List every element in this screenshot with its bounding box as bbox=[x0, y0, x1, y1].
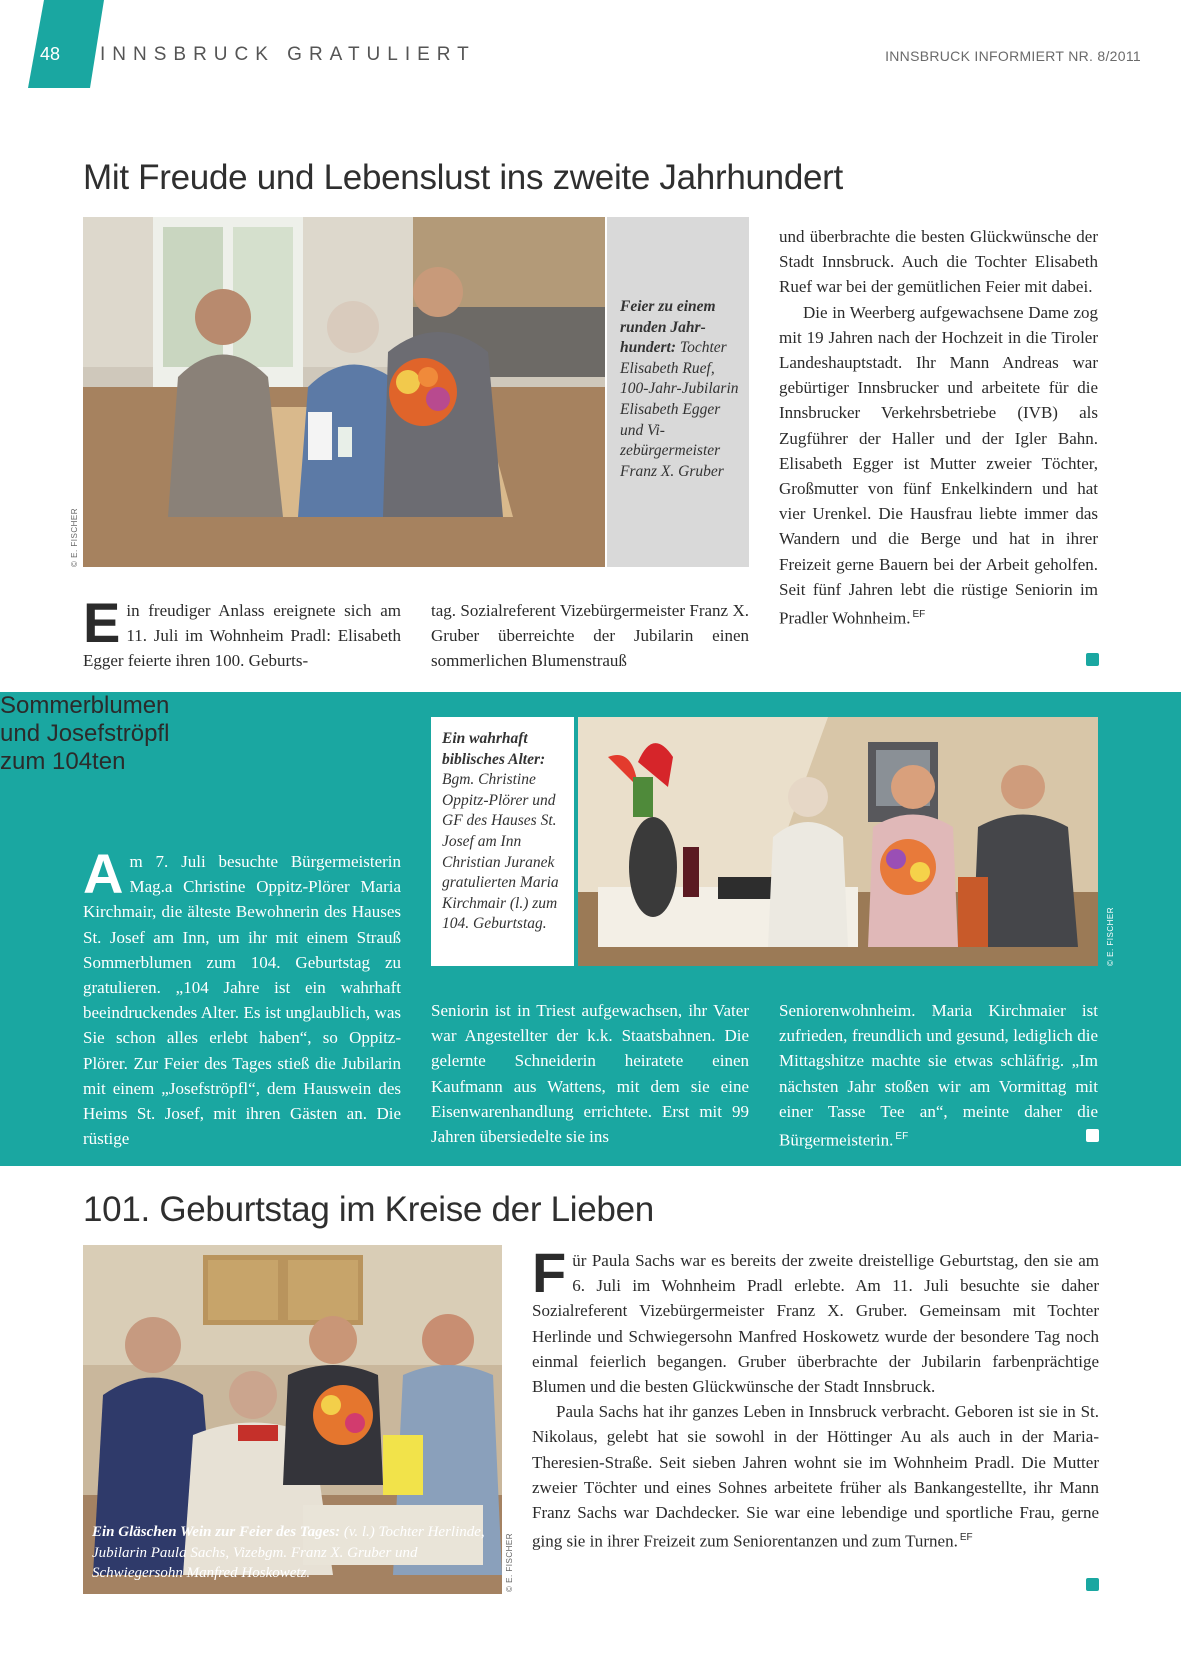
column-text: m 7. Juli besuchte Bürgermeisterin Mag.a Christine Oppitz-Plörer Maria Kirchmair, die älteste Bewohnerin des Hauses St. Josef am Inn, um ihr mit einem Strauß Sommerblumen zum 104. Geburtstag zu gratulieren. „104 Jahre ist ein wahrhaft beeindruckendes Alter. Es ist unglaublich, was Sie schon alles erlebt haben“, so Oppitz-Plörer. Zur Feier des Tages stieß die Jubilarin mit einem „Josefströpfl“, dem Hauswein des Heims St. Josef, mit ihren Gästen an. Die rüstige bbox=[83, 852, 401, 1149]
column-text: in freudiger Anlass ereignete sich am 11. Juli im Wohnheim Pradl: Elisabeth Egger feierte ihren 100. Geburts- bbox=[83, 601, 401, 671]
article-column-3: Seniorenwohnheim. Maria Kirchmaier ist zufrieden, freundlich und gesund, lediglich die Mittagshitze machte sie etwas schläfrig. „Im nächsten Jahr stoßen wir am Vormittag mit einer Tasse Tee an“, meinte daher die Bürgermeisterin. $^{EF}$ bbox=[779, 1001, 1098, 1150]
caption-lead: Ein wahrhaft biblisches Alter: bbox=[442, 730, 546, 768]
photo-credit: © E. FISCHER bbox=[70, 507, 79, 567]
caption-text: Bgm. Christine Oppitz-Plörer und GF des Hauses St. Josef am Inn Christian Juranek gratulierten Maria Kirchmair (l.) zum 104. Geburtstag. bbox=[442, 771, 559, 933]
paragraph: Paula Sachs hat ihr ganzes Leben in Innsbruck verbracht. Geboren ist sie in St. Nikolaus, gelebt hat sie sowohl in der Höttinger Au als auch in der Maria-Theresien-Straße. Seit sieben Jahren wohnt sie im Wohnheim Pradl. Die Mutter zweier Töchter und eines Sohnes arbeitete früher als Bankangestellte, ihr Mann Franz Sachs war Dachdecker. Sie war eine lebendige und sportliche Frau, gerne ging sie in ihrer Freizeit zum Seniorentanzen und zum Turnen. $^{EF}$ bbox=[532, 1402, 1099, 1551]
end-mark bbox=[1086, 1578, 1099, 1591]
drop-cap: A bbox=[83, 842, 124, 905]
drop-cap: F bbox=[532, 1241, 567, 1304]
article-body bbox=[532, 1241, 1099, 1554]
photo-credit: © E. FISCHER bbox=[1106, 906, 1115, 966]
article-title: 101. Geburtstag im Kreise der Lieben bbox=[83, 1190, 654, 1229]
section-title: INNSBRUCK GRATULIERT bbox=[100, 44, 476, 65]
article-title: Sommerblumen und Josefströpfl zum 104ten bbox=[0, 692, 170, 775]
issue-label: INNSBRUCK INFORMIERT NR. 8/2011 bbox=[885, 48, 1141, 64]
article-column-1 bbox=[83, 842, 401, 1151]
caption-text: Tochter Elisabeth Ruef, 100-Jahr-Jubilarin Elisabeth Egger und Vizebürgermeister Franz X. Gruber bbox=[620, 339, 739, 480]
article-column-1 bbox=[83, 591, 401, 674]
author-signature: EF bbox=[895, 1131, 909, 1143]
caption-lead: Feier zu einem runden Jahrhundert: bbox=[620, 298, 716, 357]
paragraph: Die in Weerberg aufgewachsene Dame zog mit 19 Jahren nach der Hochzeit in die Tiroler Landeshauptstadt. Ihr Mann Andreas war gebürtiger Innsbrucker und arbeitete für die Innsbrucker Verkehrsbetriebe (IVB) als Zugführer der Haller und der Igler Bahn. Elisabeth Egger ist Mutter zweier Töchter, Großmutter von fünf Enkelkindern und hat vier Urenkel. Die Hausfrau liebte immer das Wandern und die Berge und hat in ihrer Freizeit gerne Bauern bei der Arbeit geholfen. Seit fünf Jahren lebt die rüstige Seniorin im Pradler Wohnheim. $^{EF}$ bbox=[779, 302, 1098, 628]
paragraph: und überbrachte die besten Glückwünsche der Stadt Innsbruck. Auch die Tochter Elisabeth Ruef war bei der gemütlichen Feier mit dabei. bbox=[779, 227, 1098, 297]
page-number: 48 bbox=[40, 44, 61, 64]
article-title: Mit Freude und Lebenslust ins zweite Jahrhundert bbox=[83, 158, 843, 197]
caption-text: (v. l.) Tochter Herlinde, Jubilarin Paula Sachs, Vizebgm. Franz X. Gruber und Schwiegersohn Manfred Hoskowetz. bbox=[92, 1524, 485, 1581]
drop-cap: E bbox=[83, 591, 121, 654]
end-mark bbox=[1086, 653, 1099, 666]
author-signature: EF bbox=[912, 609, 926, 621]
article-column-2: tag. Sozialreferent Vizebürgermeister Franz X. Gruber überreichte der Jubilarin einen sommerlichen Blumenstrauß bbox=[431, 601, 749, 671]
paragraph: Für Paula Sachs war es bereits der zweite dreistellige Geburtstag, den sie am 6. Juli im Wohnheim Pradl erlebte. Am 11. Juli besuchte sie daher Sozialreferent Vizebürgermeister Franz X. Gruber. Gemeinsam mit Tochter Herlinde und Schwiegersohn Manfred Hoskowetz wurde der besondere Tag noch einmal feierlich begangen. Gruber überbrachte der Jubilarin farbenprächtige Blumen und die besten Glückwünsche der Stadt Innsbruck. bbox=[532, 1241, 1099, 1397]
article-photo bbox=[578, 717, 1098, 966]
author-signature: EF bbox=[959, 1532, 973, 1544]
article-column-3 bbox=[779, 224, 1098, 631]
photo-caption bbox=[92, 1522, 494, 1584]
article-photo bbox=[83, 217, 605, 567]
photo-caption bbox=[442, 729, 570, 935]
photo-credit: © E. FISCHER bbox=[505, 1532, 514, 1592]
photo-caption bbox=[620, 297, 740, 482]
article-column-2: Seniorin ist in Triest aufgewachsen, ihr Vater war Angestellter der k.k. Staatsbahnen. Die gelernte Schneiderin heiratete einen Kaufmann aus Wattens, mit dem sie eine Eisenwarenhandlung errichtete. Erst mit 99 Jahren übersiedelte sie ins bbox=[431, 1001, 749, 1147]
end-mark bbox=[1086, 1129, 1099, 1142]
caption-lead: Ein Gläschen Wein zur Feier des Tages: bbox=[92, 1524, 341, 1540]
